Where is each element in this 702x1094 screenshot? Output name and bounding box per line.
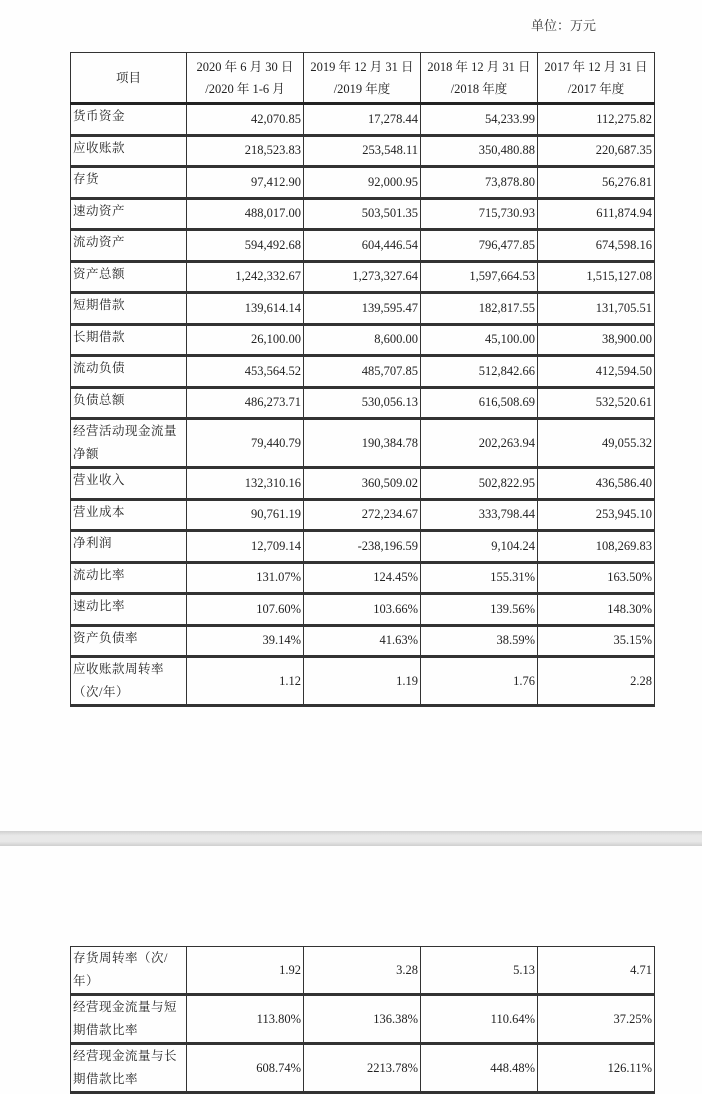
table-row <box>71 387 655 419</box>
column-header-period <box>187 53 304 104</box>
row-label: 速动资产 <box>71 198 187 230</box>
cell-value: 113.80% <box>187 995 304 1044</box>
cell-value: 131,705.51 <box>538 293 655 325</box>
row-label: 应收账款周转率（次/年） <box>71 657 187 706</box>
row-label: 存货周转率（次/年） <box>71 947 187 995</box>
table-row <box>71 198 655 230</box>
cell-value: 190,384.78 <box>304 419 421 468</box>
cell-value: 2.28 <box>538 657 655 706</box>
cell-value: 17,278.44 <box>304 104 421 136</box>
cell-value: 9,104.24 <box>421 531 538 563</box>
row-label: 流动比率 <box>71 562 187 594</box>
table-row <box>71 499 655 531</box>
cell-value: 611,874.94 <box>538 198 655 230</box>
row-label: 存货 <box>71 167 187 199</box>
cell-value: 796,477.85 <box>421 230 538 262</box>
header-line2: /2018 年度 <box>450 81 508 96</box>
header-line1: 2017 年 12 月 31 日 <box>544 59 648 74</box>
cell-value: 616,508.69 <box>421 387 538 419</box>
table-row <box>71 468 655 500</box>
row-label: 短期借款 <box>71 293 187 325</box>
cell-value: 155.31% <box>421 562 538 594</box>
cell-value: 163.50% <box>538 562 655 594</box>
cell-value: 502,822.95 <box>421 468 538 500</box>
cell-value: 530,056.13 <box>304 387 421 419</box>
cell-value: 253,945.10 <box>538 499 655 531</box>
cell-value: 54,233.99 <box>421 104 538 136</box>
cell-value: 485,707.85 <box>304 356 421 388</box>
cell-value: 37.25% <box>538 995 655 1044</box>
cell-value: 79,440.79 <box>187 419 304 468</box>
cell-value: 448.48% <box>421 1044 538 1093</box>
cell-value: 112,275.82 <box>538 104 655 136</box>
table-row <box>71 135 655 167</box>
row-label: 经营现金流量与短期借款比率 <box>71 995 187 1044</box>
cell-value: 126.11% <box>538 1044 655 1093</box>
cell-value: 1.12 <box>187 657 304 706</box>
cell-value: 124.45% <box>304 562 421 594</box>
cell-value: 1.92 <box>187 947 304 995</box>
header-line2: /2017 年度 <box>567 81 625 96</box>
cell-value: 56,276.81 <box>538 167 655 199</box>
table-row <box>71 1044 655 1093</box>
cell-value: 674,598.16 <box>538 230 655 262</box>
table-row <box>71 594 655 626</box>
cell-value: 412,594.50 <box>538 356 655 388</box>
cell-value: 131.07% <box>187 562 304 594</box>
cell-value: 488,017.00 <box>187 198 304 230</box>
cell-value: 1.76 <box>421 657 538 706</box>
column-header-period <box>421 53 538 104</box>
header-row <box>71 53 655 104</box>
header-line1: 2018 年 12 月 31 日 <box>427 59 531 74</box>
table-row <box>71 657 655 706</box>
cell-value: 8,600.00 <box>304 324 421 356</box>
cell-value: 608.74% <box>187 1044 304 1093</box>
header-line1: 2019 年 12 月 31 日 <box>310 59 414 74</box>
table-row <box>71 356 655 388</box>
cell-value: 1.19 <box>304 657 421 706</box>
row-label: 货币资金 <box>71 104 187 136</box>
row-label: 资产负债率 <box>71 625 187 657</box>
cell-value: 139.56% <box>421 594 538 626</box>
cell-value: 436,586.40 <box>538 468 655 500</box>
cell-value: 604,446.54 <box>304 230 421 262</box>
cell-value: 2213.78% <box>304 1044 421 1093</box>
cell-value: 3.28 <box>304 947 421 995</box>
table-row <box>71 261 655 293</box>
cell-value: 5.13 <box>421 947 538 995</box>
cell-value: 594,492.68 <box>187 230 304 262</box>
cell-value: 132,310.16 <box>187 468 304 500</box>
cell-value: 512,842.66 <box>421 356 538 388</box>
cell-value: 4.71 <box>538 947 655 995</box>
cell-value: 35.15% <box>538 625 655 657</box>
cell-value: 148.30% <box>538 594 655 626</box>
row-label: 长期借款 <box>71 324 187 356</box>
table-row <box>71 625 655 657</box>
row-label: 营业成本 <box>71 499 187 531</box>
table-row <box>71 167 655 199</box>
row-label: 流动负债 <box>71 356 187 388</box>
cell-value: 202,263.94 <box>421 419 538 468</box>
row-label: 负债总额 <box>71 387 187 419</box>
financial-table-continued <box>70 946 655 1094</box>
row-label: 经营现金流量与长期借款比率 <box>71 1044 187 1093</box>
row-label: 流动资产 <box>71 230 187 262</box>
cell-value: 139,595.47 <box>304 293 421 325</box>
cell-value: 136.38% <box>304 995 421 1044</box>
cell-value: 139,614.14 <box>187 293 304 325</box>
cell-value: 532,520.61 <box>538 387 655 419</box>
cell-value: 1,515,127.08 <box>538 261 655 293</box>
cell-value: 38,900.00 <box>538 324 655 356</box>
cell-value: 486,273.71 <box>187 387 304 419</box>
cell-value: 1,242,332.67 <box>187 261 304 293</box>
row-label: 营业收入 <box>71 468 187 500</box>
row-label: 资产总额 <box>71 261 187 293</box>
row-label: 经营活动现金流量净额 <box>71 419 187 468</box>
cell-value: 333,798.44 <box>421 499 538 531</box>
cell-value: 110.64% <box>421 995 538 1044</box>
header-line2: /2020 年 1-6 月 <box>205 81 285 96</box>
cell-value: 182,817.55 <box>421 293 538 325</box>
cell-value: 103.66% <box>304 594 421 626</box>
cell-value: 49,055.32 <box>538 419 655 468</box>
header-line1: 项目 <box>115 70 141 85</box>
row-label: 应收账款 <box>71 135 187 167</box>
cell-value: 453,564.52 <box>187 356 304 388</box>
cell-value: 38.59% <box>421 625 538 657</box>
cell-value: 503,501.35 <box>304 198 421 230</box>
header-line2: /2019 年度 <box>333 81 391 96</box>
column-header-item <box>71 53 187 104</box>
row-label: 速动比率 <box>71 594 187 626</box>
table-row <box>71 995 655 1044</box>
cell-value: 1,273,327.64 <box>304 261 421 293</box>
table-row <box>71 230 655 262</box>
cell-value: 90,761.19 <box>187 499 304 531</box>
cell-value: 108,269.83 <box>538 531 655 563</box>
table-row <box>71 947 655 995</box>
cell-value: 253,548.11 <box>304 135 421 167</box>
table-row <box>71 419 655 468</box>
cell-value: 42,070.85 <box>187 104 304 136</box>
cell-value: 39.14% <box>187 625 304 657</box>
cell-value: -238,196.59 <box>304 531 421 563</box>
cell-value: 220,687.35 <box>538 135 655 167</box>
cell-value: 45,100.00 <box>421 324 538 356</box>
financial-table <box>70 52 655 707</box>
page-separator <box>0 831 702 846</box>
cell-value: 350,480.88 <box>421 135 538 167</box>
cell-value: 97,412.90 <box>187 167 304 199</box>
row-label: 净利润 <box>71 531 187 563</box>
cell-value: 107.60% <box>187 594 304 626</box>
table-row <box>71 531 655 563</box>
column-header-period <box>304 53 421 104</box>
cell-value: 218,523.83 <box>187 135 304 167</box>
cell-value: 715,730.93 <box>421 198 538 230</box>
cell-value: 1,597,664.53 <box>421 261 538 293</box>
header-line1: 2020 年 6 月 30 日 <box>196 59 294 74</box>
cell-value: 26,100.00 <box>187 324 304 356</box>
cell-value: 41.63% <box>304 625 421 657</box>
cell-value: 92,000.95 <box>304 167 421 199</box>
cell-value: 360,509.02 <box>304 468 421 500</box>
cell-value: 272,234.67 <box>304 499 421 531</box>
unit-label: 单位：万元 <box>531 18 597 33</box>
table-row <box>71 104 655 136</box>
cell-value: 73,878.80 <box>421 167 538 199</box>
table-row <box>71 293 655 325</box>
column-header-period <box>538 53 655 104</box>
table-row <box>71 562 655 594</box>
cell-value: 12,709.14 <box>187 531 304 563</box>
table-row <box>71 324 655 356</box>
